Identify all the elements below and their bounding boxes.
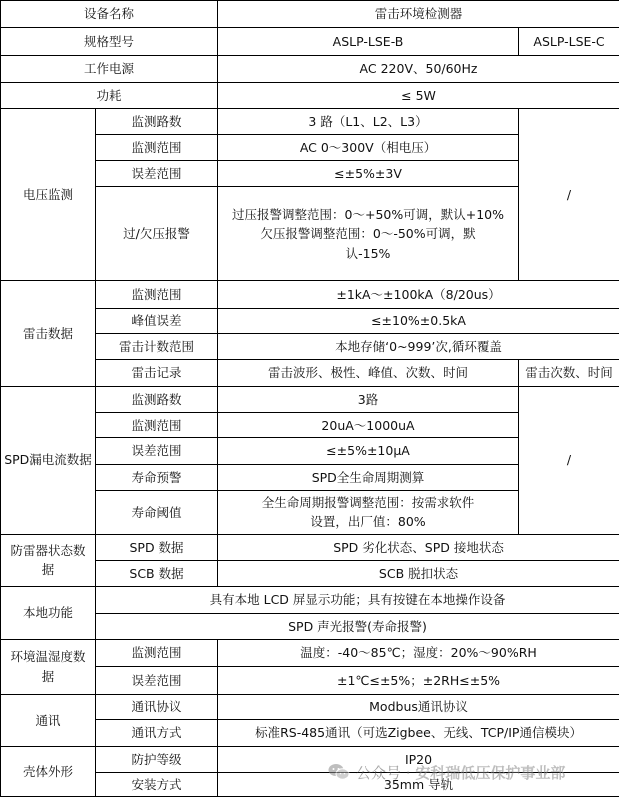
shell-protection-label: 防护等级 [96, 747, 218, 772]
row-spd-channels [1, 386, 619, 412]
spd-leak-c-value: / [519, 386, 619, 534]
voltage-alarm-line-1: 过压报警调整范围：0～+50%可调，默认+10% [232, 206, 504, 222]
local-alarm-value: SPD 声光报警(寿命报警) [96, 613, 619, 639]
comm-group-label: 通讯 [1, 694, 96, 747]
spd-error-label: 误差范围 [96, 438, 218, 464]
consumption-value: ≤ 5W [218, 82, 619, 108]
lightning-count-label: 雷击计数范围 [96, 334, 218, 360]
row-voltage-channels [1, 109, 619, 134]
env-group-line-1: 环境温湿度数 [10, 649, 86, 665]
spd-leak-group-label: SPD漏电流数据 [1, 386, 96, 534]
env-range-value: 温度：-40～85℃；湿度：20%～90%RH [218, 639, 619, 666]
row-shell-protection [1, 747, 619, 772]
row-protector-spd [1, 534, 619, 560]
comm-method-label: 通讯方式 [96, 719, 218, 746]
voltage-error-value: ≤±5%±3V [218, 160, 519, 186]
row-consumption [1, 82, 619, 108]
env-error-value: ±1℃≤±5%；±2RH≤±5% [218, 667, 619, 694]
spd-error-value: ≤±5%±10μA [218, 438, 519, 464]
watermark-brand: 安科瑞低压保护事业部 [415, 763, 566, 782]
voltage-channels-label: 监测路数 [96, 109, 218, 134]
shell-group-label: 壳体外形 [1, 747, 96, 797]
voltage-range-value: AC 0～300V（相电压） [218, 134, 519, 160]
env-group-label [1, 639, 96, 694]
local-lcd-value: 具有本地 LCD 屏显示功能；具有按键在本地操作设备 [96, 587, 619, 613]
model-c-value: ASLP-LSE-C [519, 28, 619, 55]
spd-channels-label: 监测路数 [96, 386, 218, 412]
spd-threshold-line-2: 设置，出厂值：80% [310, 514, 426, 530]
lightning-record-value: 雷击波形、极性、峰值、次数、时间 [218, 360, 519, 386]
protector-scb-label: SCB 数据 [96, 560, 218, 586]
device-name-value: 雷击环境检测器 [218, 1, 619, 28]
protector-group-line-2: 据 [41, 562, 55, 578]
local-group-label: 本地功能 [1, 587, 96, 640]
comm-protocol-label: 通讯协议 [96, 694, 218, 719]
power-value: AC 220V、50/60Hz [218, 55, 619, 82]
row-power [1, 55, 619, 82]
env-range-label: 监测范围 [96, 639, 218, 666]
watermark-prefix: 公众号 · [356, 763, 416, 782]
voltage-alarm-line-2: 欠压报警调整范围：0～-50%可调，默 [260, 226, 476, 242]
lightning-record-label: 雷击记录 [96, 360, 218, 386]
shell-mount-label: 安装方式 [96, 772, 218, 796]
row-model [1, 28, 619, 55]
lightning-peak-error-value: ≤±10%±0.5kA [218, 308, 619, 333]
row-comm-protocol [1, 694, 619, 719]
voltage-group-label: 电压监测 [1, 109, 96, 281]
spd-life-threshold-value [218, 491, 519, 535]
lightning-group-label: 雷击数据 [1, 281, 96, 386]
consumption-label: 功耗 [1, 82, 218, 108]
row-env-range [1, 639, 619, 666]
device-name-label: 设备名称 [1, 1, 218, 28]
env-error-label: 误差范围 [96, 667, 218, 694]
lightning-count-value: 本地存储‘0~999’次,循环覆盖 [218, 334, 619, 360]
model-label: 规格型号 [1, 28, 218, 55]
spd-life-warning-label: 寿命预警 [96, 464, 218, 490]
lightning-record-c-value: 雷击次数、时间 [519, 360, 619, 386]
spd-range-label: 监测范围 [96, 413, 218, 438]
spd-channels-value: 3路 [218, 386, 519, 412]
protector-spd-label: SPD 数据 [96, 534, 218, 560]
comm-protocol-value: Modbus通讯协议 [218, 694, 619, 719]
voltage-channels-value: 3 路（L1、L2、L3） [218, 109, 519, 134]
row-lightning-range [1, 281, 619, 308]
row-device-name [1, 1, 619, 28]
voltage-alarm-value [218, 187, 519, 281]
protector-group-line-1: 防雷器状态数 [10, 543, 86, 559]
model-b-value: ASLP-LSE-B [218, 28, 519, 55]
protector-group-label [1, 534, 96, 587]
spd-life-threshold-label: 寿命阈值 [96, 491, 218, 535]
protector-spd-value: SPD 劣化状态、SPD 接地状态 [218, 534, 619, 560]
voltage-range-label: 监测范围 [96, 134, 218, 160]
shell-protection-value: IP20 [218, 747, 619, 772]
lightning-peak-error-label: 峰值误差 [96, 308, 218, 333]
spd-threshold-line-1: 全生命周期报警调整范围：按需求软件 [261, 494, 475, 510]
env-group-line-2: 据 [41, 668, 55, 684]
lightning-range-label: 监测范围 [96, 281, 218, 308]
voltage-error-label: 误差范围 [96, 160, 218, 186]
lightning-range-value: ±1kA～±100kA（8/20us） [218, 281, 619, 308]
row-local-lcd [1, 587, 619, 613]
power-label: 工作电源 [1, 55, 218, 82]
spd-life-warning-value: SPD全生命周期测算 [218, 464, 519, 490]
comm-method-value: 标准RS-485通讯（可选Zigbee、无线、TCP/IP通信模块） [218, 719, 619, 746]
protector-scb-value: SCB 脱扣状态 [218, 560, 619, 586]
voltage-alarm-label: 过/欠压报警 [96, 187, 218, 281]
voltage-alarm-line-3: 认-15% [345, 245, 391, 261]
shell-mount-value: 35mm 导轨 [218, 772, 619, 796]
voltage-c-value: / [519, 109, 619, 281]
spd-range-value: 20uA～1000uA [218, 413, 519, 438]
